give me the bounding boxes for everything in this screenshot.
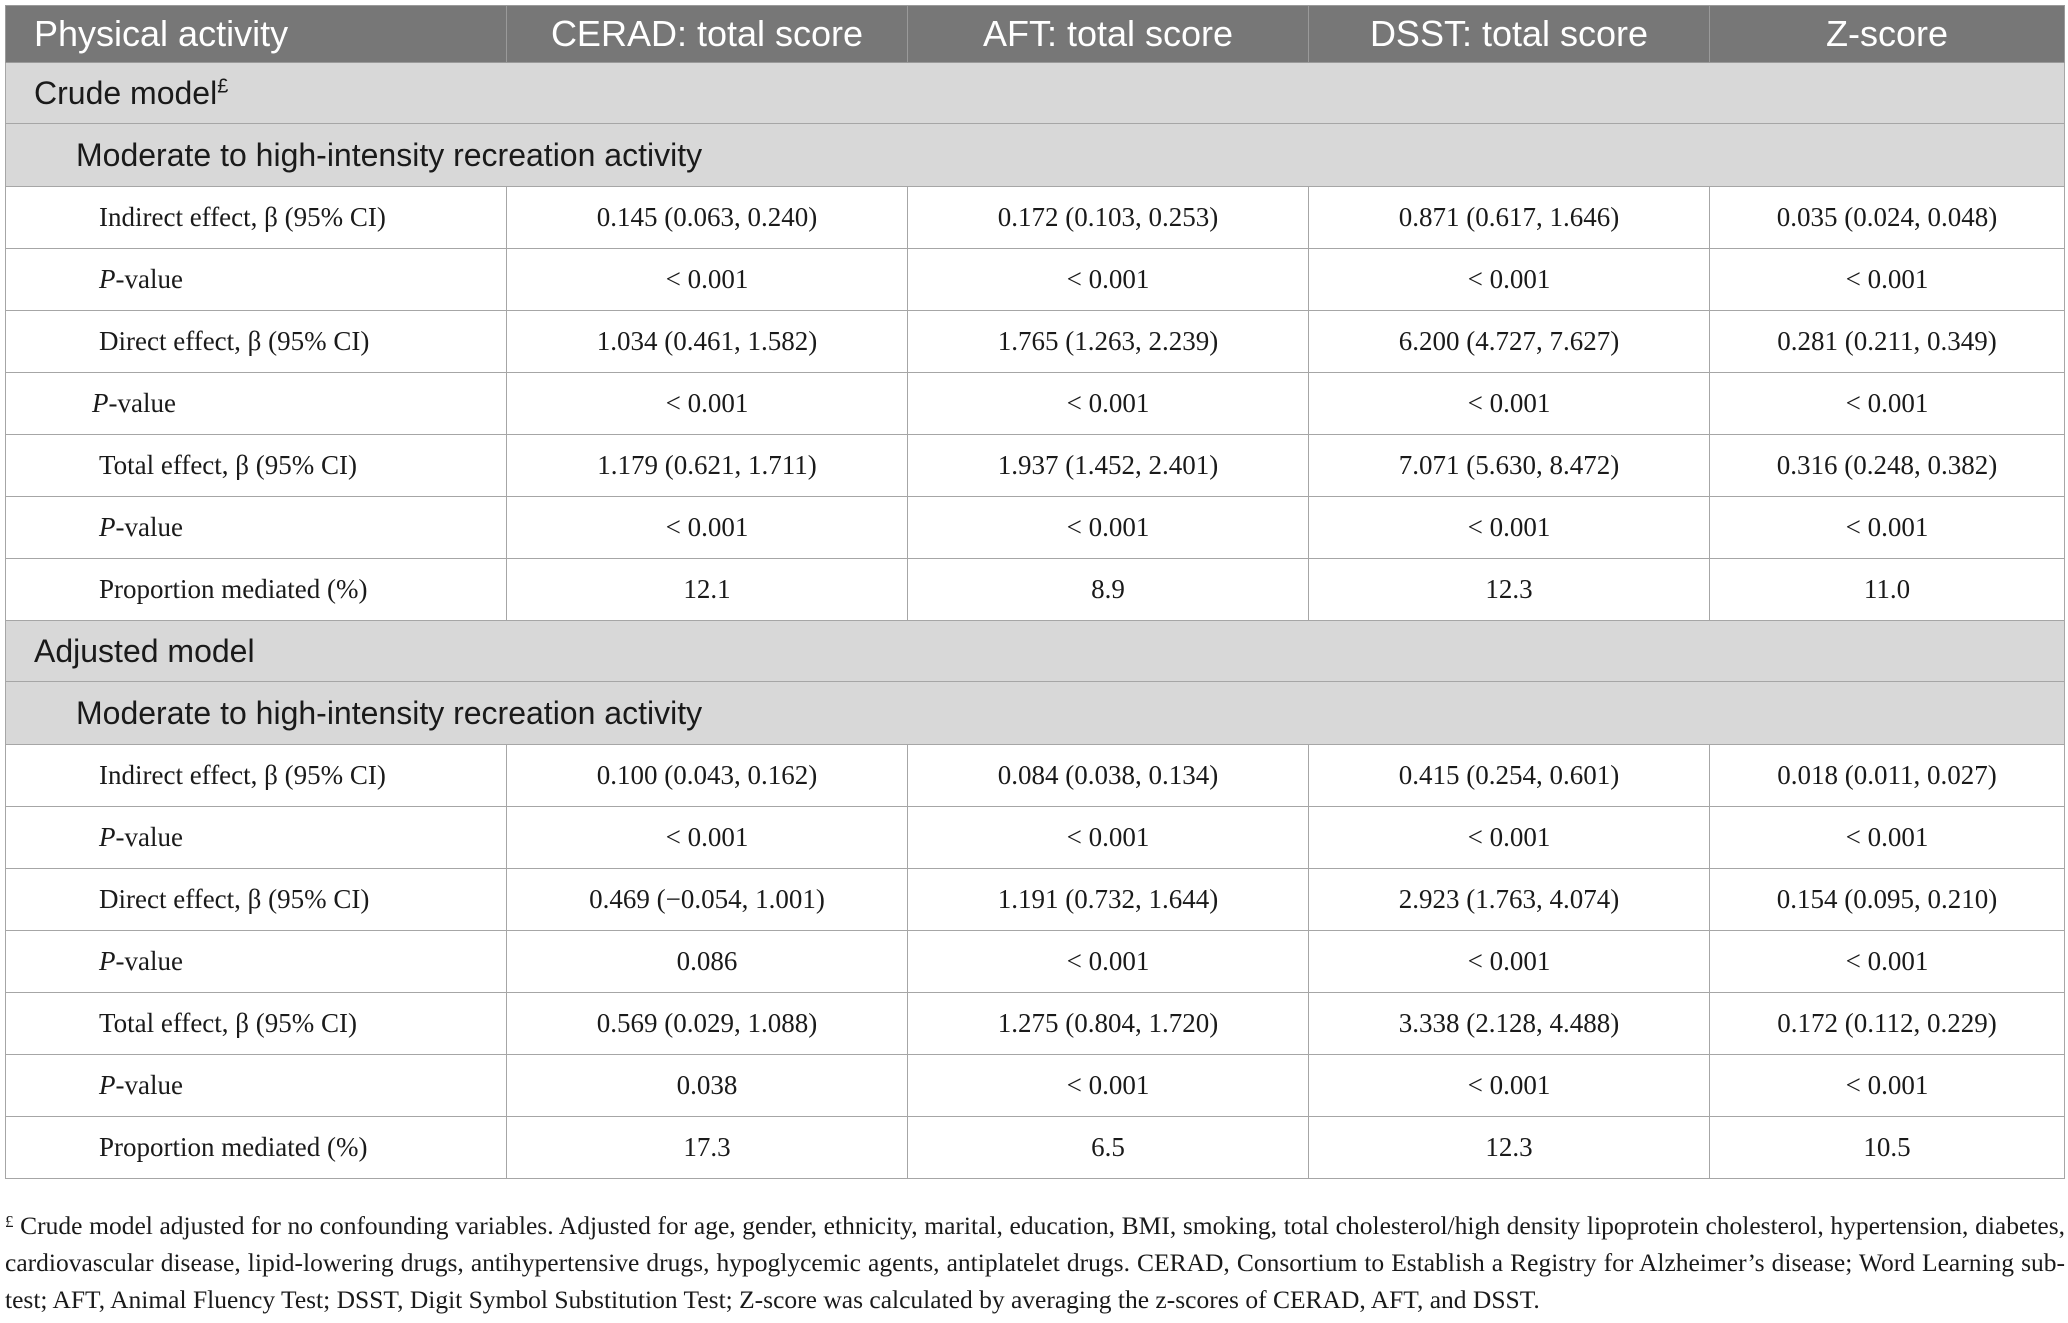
section-title <box>6 621 2065 682</box>
row-label-rest: -value <box>108 388 176 418</box>
table-cell: < 0.001 <box>908 249 1309 311</box>
table-cell: < 0.001 <box>1710 1055 2065 1117</box>
footnote-text: Crude model adjusted for no confounding variables. Adjusted for age, gender, ethnicity, marital, education, BMI, smoking, total cholesterol/high density lipoprotein cholesterol, hypertension, diabetes, cardiovascular disease, lipid-lowering drugs, antihypertensive drugs, hypoglycemic agents, antiplatelet drugs. CERAD, Consortium to Establish a Registry for Alzheimer’s disease; Word Learning sub-test; AFT, Animal Fluency Test; DSST, Digit Symbol Substitution Test; Z-score was calculated by averaging the z-scores of CERAD, AFT, and DSST. <box>5 1211 2065 1314</box>
table-row <box>6 1117 2065 1179</box>
table-cell: 6.5 <box>908 1117 1309 1179</box>
table-cell: 12.3 <box>1309 559 1710 621</box>
table-cell: 1.937 (1.452, 2.401) <box>908 435 1309 497</box>
table-row <box>6 931 2065 993</box>
table-cell: 6.200 (4.727, 7.627) <box>1309 311 1710 373</box>
row-label: Indirect effect, β (95% CI) <box>6 187 507 249</box>
row-label <box>6 249 507 311</box>
row-label: Direct effect, β (95% CI) <box>6 869 507 931</box>
row-label: Proportion mediated (%) <box>6 1117 507 1179</box>
table-cell: < 0.001 <box>1309 1055 1710 1117</box>
table-row <box>6 807 2065 869</box>
row-label-rest: -value <box>115 822 183 852</box>
table-cell: 12.3 <box>1309 1117 1710 1179</box>
subsection-row <box>6 682 2065 745</box>
mediation-results-table <box>5 5 2065 1179</box>
section-title-text: Adjusted model <box>34 632 255 669</box>
table-cell: < 0.001 <box>1309 373 1710 435</box>
table-cell: 0.316 (0.248, 0.382) <box>1710 435 2065 497</box>
table-cell: 0.569 (0.029, 1.088) <box>507 993 908 1055</box>
row-label-rest: -value <box>115 264 183 294</box>
table-row <box>6 745 2065 807</box>
row-label-italic: P <box>99 946 116 976</box>
table-cell: 10.5 <box>1710 1117 2065 1179</box>
table-cell: 7.071 (5.630, 8.472) <box>1309 435 1710 497</box>
table-cell: 11.0 <box>1710 559 2065 621</box>
table-header-row <box>6 6 2065 63</box>
table-cell: 0.415 (0.254, 0.601) <box>1309 745 1710 807</box>
row-label <box>6 931 507 993</box>
table-cell: 0.469 (−0.054, 1.001) <box>507 869 908 931</box>
table-row <box>6 435 2065 497</box>
section-row <box>6 621 2065 682</box>
row-label <box>6 497 507 559</box>
table-cell: < 0.001 <box>1710 931 2065 993</box>
row-label-rest: -value <box>115 1070 183 1100</box>
table-cell: < 0.001 <box>1710 807 2065 869</box>
table-cell: 1.275 (0.804, 1.720) <box>908 993 1309 1055</box>
subsection-title: Moderate to high-intensity recreation activity <box>6 124 2065 187</box>
row-label <box>6 807 507 869</box>
table-cell: 12.1 <box>507 559 908 621</box>
table-cell: 0.018 (0.011, 0.027) <box>1710 745 2065 807</box>
subsection-row <box>6 124 2065 187</box>
table-row <box>6 1055 2065 1117</box>
row-label: Total effect, β (95% CI) <box>6 993 507 1055</box>
section-row <box>6 63 2065 124</box>
table-cell: 1.765 (1.263, 2.239) <box>908 311 1309 373</box>
row-label: Proportion mediated (%) <box>6 559 507 621</box>
table-cell: 0.035 (0.024, 0.048) <box>1710 187 2065 249</box>
table-cell: < 0.001 <box>908 1055 1309 1117</box>
table-cell: < 0.001 <box>1710 497 2065 559</box>
table-cell: < 0.001 <box>908 807 1309 869</box>
table-cell: < 0.001 <box>1309 807 1710 869</box>
table-cell: < 0.001 <box>1309 497 1710 559</box>
table-cell: 0.172 (0.103, 0.253) <box>908 187 1309 249</box>
table-row <box>6 373 2065 435</box>
table-cell: 0.038 <box>507 1055 908 1117</box>
table-cell: 0.086 <box>507 931 908 993</box>
table-cell: 0.281 (0.211, 0.349) <box>1710 311 2065 373</box>
table-cell: < 0.001 <box>507 807 908 869</box>
row-label: Indirect effect, β (95% CI) <box>6 745 507 807</box>
table-row <box>6 869 2065 931</box>
table-cell: 1.191 (0.732, 1.644) <box>908 869 1309 931</box>
header-aft: AFT: total score <box>908 6 1309 63</box>
row-label: Direct effect, β (95% CI) <box>6 311 507 373</box>
table-cell: 0.871 (0.617, 1.646) <box>1309 187 1710 249</box>
header-cerad: CERAD: total score <box>507 6 908 63</box>
row-label-rest: -value <box>115 946 183 976</box>
row-label <box>6 373 507 435</box>
table-cell: 0.145 (0.063, 0.240) <box>507 187 908 249</box>
row-label-italic: P <box>92 388 109 418</box>
table-cell: 1.179 (0.621, 1.711) <box>507 435 908 497</box>
table-cell: < 0.001 <box>908 497 1309 559</box>
table-cell: 2.923 (1.763, 4.074) <box>1309 869 1710 931</box>
table-cell: < 0.001 <box>507 497 908 559</box>
table-cell: 0.154 (0.095, 0.210) <box>1710 869 2065 931</box>
table-cell: < 0.001 <box>1710 249 2065 311</box>
section-title <box>6 63 2065 124</box>
row-label-italic: P <box>99 264 116 294</box>
table-cell: 8.9 <box>908 559 1309 621</box>
table-cell: 0.084 (0.038, 0.134) <box>908 745 1309 807</box>
table-row <box>6 187 2065 249</box>
table-cell: < 0.001 <box>1309 249 1710 311</box>
table-row <box>6 993 2065 1055</box>
results-table-container <box>5 5 2064 1179</box>
row-label-rest: -value <box>115 512 183 542</box>
table-cell: < 0.001 <box>1309 931 1710 993</box>
row-label <box>6 1055 507 1117</box>
table-row <box>6 497 2065 559</box>
section-title-footnote-mark: £ <box>217 74 229 97</box>
table-cell: 0.100 (0.043, 0.162) <box>507 745 908 807</box>
table-cell: < 0.001 <box>507 373 908 435</box>
table-row <box>6 559 2065 621</box>
footnote-mark: £ <box>5 1212 14 1231</box>
table-cell: 1.034 (0.461, 1.582) <box>507 311 908 373</box>
table-footnote <box>5 1207 2065 1318</box>
table-cell: < 0.001 <box>1710 373 2065 435</box>
header-z-score: Z-score <box>1710 6 2065 63</box>
subsection-title: Moderate to high-intensity recreation activity <box>6 682 2065 745</box>
table-cell: < 0.001 <box>908 931 1309 993</box>
row-label-italic: P <box>99 512 116 542</box>
section-title-text: Crude model <box>34 74 218 111</box>
table-cell: < 0.001 <box>908 373 1309 435</box>
table-cell: 0.172 (0.112, 0.229) <box>1710 993 2065 1055</box>
table-row <box>6 249 2065 311</box>
table-row <box>6 311 2065 373</box>
row-label-italic: P <box>99 822 116 852</box>
table-body <box>6 63 2065 1179</box>
table-cell: 17.3 <box>507 1117 908 1179</box>
row-label-italic: P <box>99 1070 116 1100</box>
row-label: Total effect, β (95% CI) <box>6 435 507 497</box>
table-cell: < 0.001 <box>507 249 908 311</box>
table-cell: 3.338 (2.128, 4.488) <box>1309 993 1710 1055</box>
header-dsst: DSST: total score <box>1309 6 1710 63</box>
header-physical-activity: Physical activity <box>6 6 507 63</box>
